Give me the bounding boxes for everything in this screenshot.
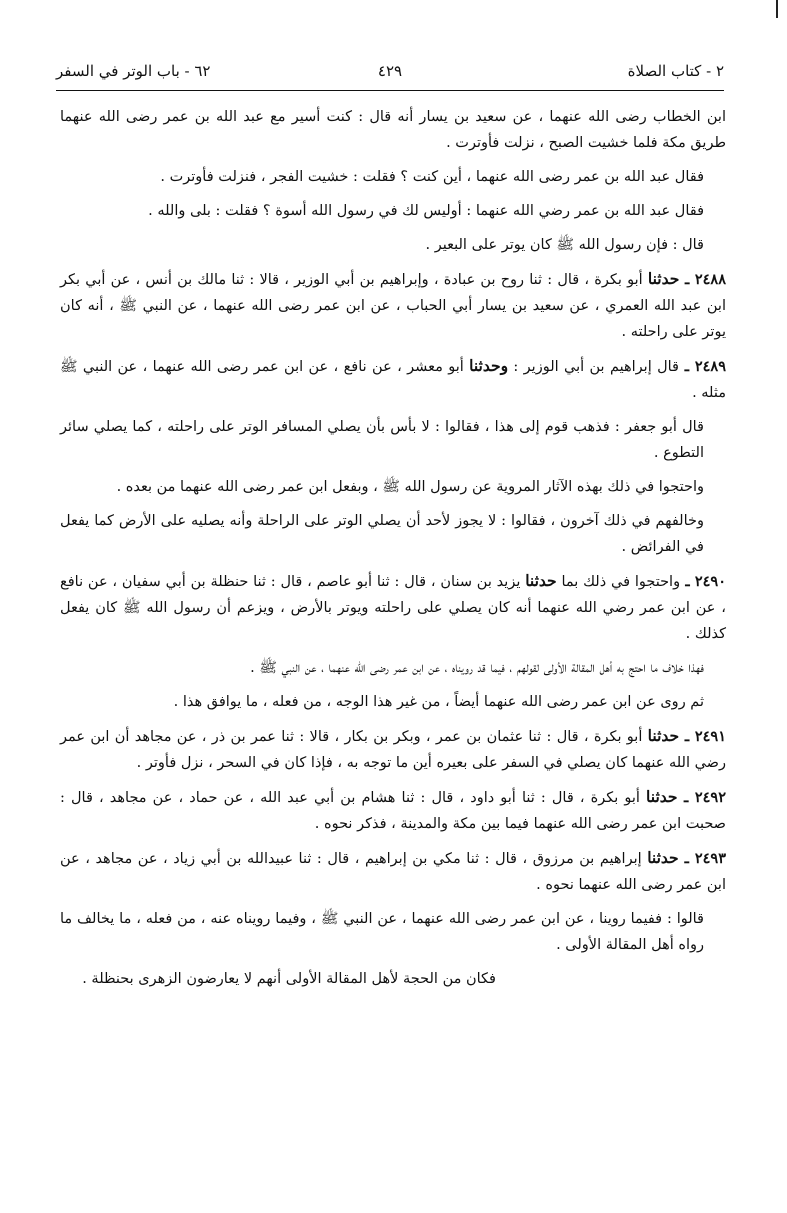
page-header: [56, 60, 724, 86]
paragraph-text: يزيد بن سنان ، قال : ثنا أبو عاصم ، قال : ثنا حنظلة بن أبي سفيان ، عن نافع ، عن ابن عمر رضي الله عنهما أنه كان يصلي على راحلته ويوتر بالأرض ، ويزعم أن رسول الله ﷺ كان يفعل كذلك .: [60, 574, 726, 642]
paragraph-p2: [60, 164, 726, 190]
narration-keyword: وحدثنا: [469, 356, 509, 375]
page-number: ٤٢٩: [377, 62, 403, 80]
paragraph-p1: [60, 104, 726, 156]
paragraph-p10: [60, 568, 726, 647]
paragraph-text: فكان من الحجة لأهل المقالة الأولى أنهم لا يعارضون الزهرى بحنظلة .: [82, 971, 496, 987]
paragraph-p3: [60, 198, 726, 224]
header-divider: [56, 90, 724, 91]
paragraph-text: أبو بكرة ، قال : ثنا أبو داود ، قال : ثنا هشام بن أبي عبد الله ، عن حماد ، عن مجاهد ، قال : صحبت ابن عمر رضى الله عنهما فيما بين مكة والمدينة ، فذكر نحوه .: [60, 790, 726, 832]
hadith-number: ٢٤٩٢ ـ: [677, 789, 726, 806]
narration-keyword: حدثنا: [647, 848, 679, 867]
paragraph-text: أبو بكرة ، قال : ثنا عثمان بن عمر ، وبكر بن بكار ، قالا : ثنا عمر بن ذر ، عن مجاهد أن ابن عمر رضي الله عنهما كان يصلي في السفر على بعيره أين ما توجه به ، فإذا كان في السحر ، نزل فأوتر .: [60, 729, 726, 771]
paragraph-text: فقال عبد الله بن عمر رضي الله عنهما : أوليس لك في رسول الله أسوة ؟ فقلت : بلى والله .: [148, 203, 704, 219]
hadith-number: ٢٤٩٠ ـ: [680, 573, 726, 590]
paragraph-text: فهذا خلاف ما احتج به أهل المقالة الأولى لقولهم ، فيما قد رويناه ، عن ابن عمر رضى الله عنهما ، عن النبي ﷺ .: [250, 660, 704, 676]
paragraph-p12: [60, 689, 726, 715]
paragraph-text: قالوا : ففيما روينا ، عن ابن عمر رضى الله عنهما ، عن النبي ﷺ ، وفيما رويناه عنه ، من فعله ، ما يخالف ما رواه أهل المقالة الأولى .: [60, 911, 704, 953]
paragraph-p14: [60, 784, 726, 837]
paragraph-p11: [60, 655, 726, 681]
paragraph-text: ثم روى عن ابن عمر رضى الله عنهما أيضاً ، من غير هذا الوجه ، من فعله ، ما يوافق هذا .: [173, 694, 704, 710]
paragraph-p4: [60, 232, 726, 258]
paragraph-p5: [60, 266, 726, 345]
hadith-number: ٢٤٨٨ ـ: [679, 271, 726, 288]
narration-keyword: حدثنا: [646, 787, 678, 806]
paragraph-text: ابن الخطاب رضى الله عنهما ، عن سعيد بن يسار أنه قال : كنت أسير مع عبد الله بن عمر رضى الله عنهما طريق مكة فلما خشيت الصبح ، نزلت فأوترت .: [60, 109, 726, 151]
paragraph-text: واحتجوا في ذلك بهذه الآثار المروية عن رسول الله ﷺ ، وبفعل ابن عمر رضى الله عنهما من بعده .: [116, 479, 704, 495]
paragraph-text: قال : فإن رسول الله ﷺ كان يوتر على البعير .: [425, 237, 704, 253]
paragraph-p16: [60, 906, 726, 958]
paragraph-p15: [60, 845, 726, 898]
paragraph-p7: [60, 414, 726, 466]
hadith-number: ٢٤٩٣ ـ: [678, 850, 726, 867]
hadith-number: ٢٤٨٩ ـ: [678, 358, 726, 375]
chapter-title: ٦٢ - باب الوتر في السفر: [56, 62, 211, 80]
paragraph-p13: [60, 723, 726, 776]
hadith-number: ٢٤٩١ ـ: [679, 728, 726, 745]
narration-keyword: حدثنا: [647, 269, 680, 288]
body-text: [60, 104, 726, 1000]
paragraph-text: واحتجوا في ذلك بما: [556, 574, 681, 590]
paragraph-p8: [60, 474, 726, 500]
book-title: ٢ - كتاب الصلاة: [627, 62, 724, 80]
paragraph-text: أبو بكرة ، قال : ثنا روح بن عبادة ، وإبراهيم بن أبي الوزير ، قالا : ثنا مالك بن أنس ، عن أبي بكر ابن عبد الله العمري ، عن سعيد بن يسار أبي الحباب ، عن ابن عمر رضى الله عنهما ، عن النبي ﷺ ، أنه كان يوتر على راحلته .: [60, 272, 726, 340]
paragraph-p9: [60, 508, 726, 560]
paragraph-text: أبو معشر ، عن نافع ، عن ابن عمر رضى الله عنهما ، عن النبي ﷺ مثله .: [60, 359, 726, 401]
paragraph-text: قال أبو جعفر : فذهب قوم إلى هذا ، فقالوا : لا بأس بأن يصلي المسافر الوتر على راحلته ، كما يصلي سائر التطوع .: [60, 419, 704, 461]
paragraph-p17: [60, 966, 726, 992]
paragraph-text: وخالفهم في ذلك آخرون ، فقالوا : لا يجوز لأحد أن يصلي الوتر على الراحلة وأنه يصليه على الأرض كما يفعل في الفرائض .: [60, 513, 704, 555]
scan-edge-mark: [776, 0, 778, 18]
paragraph-text: قال إبراهيم بن أبي الوزير :: [508, 359, 679, 375]
paragraph-p6: [60, 353, 726, 406]
narration-keyword: حدثنا: [647, 726, 680, 745]
narration-keyword: حدثنا: [525, 571, 557, 590]
paragraph-text: فقال عبد الله بن عمر رضى الله عنهما ، أين كنت ؟ فقلت : خشيت الفجر ، فنزلت فأوترت .: [160, 169, 704, 185]
paragraph-text: إبراهيم بن مرزوق ، قال : ثنا مكي بن إبراهيم ، قال : ثنا عبيدالله بن أبي زياد ، عن مجاهد ، عن ابن عمر رضى الله عنهما نحوه .: [60, 851, 726, 893]
